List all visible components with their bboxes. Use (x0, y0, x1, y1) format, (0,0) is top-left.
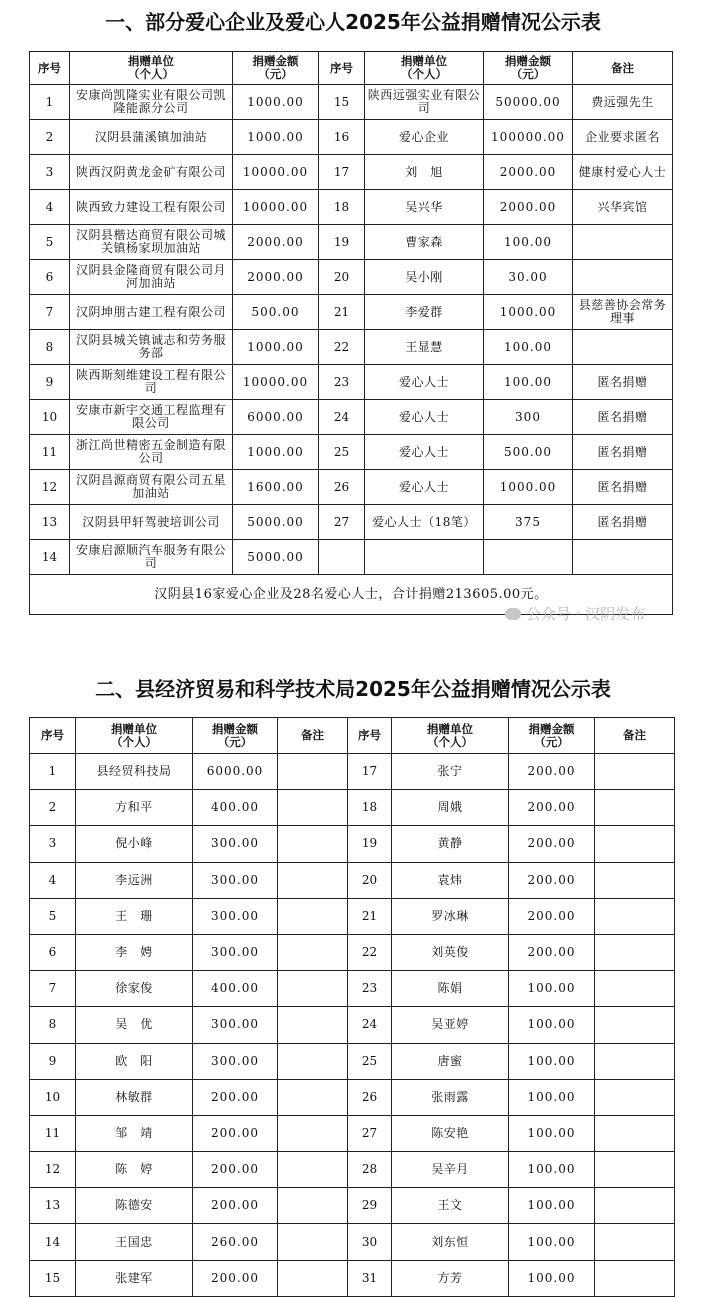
row-seq-2: 22 (348, 934, 392, 970)
row-donor: 欧 阳 (76, 1043, 193, 1079)
row-note: 匿名捐赠 (573, 400, 673, 435)
row-note (278, 1260, 348, 1296)
table-row (30, 1224, 675, 1260)
row-amount-2: 300 (484, 400, 573, 435)
table-row (30, 971, 675, 1007)
table-row (30, 190, 673, 225)
row-seq-2: 20 (319, 260, 365, 295)
row-donor: 县经贸科技局 (76, 754, 193, 790)
header-amount-2: 捐赠金额 （元） (484, 52, 573, 85)
table-row (30, 85, 673, 120)
table-header-row (30, 718, 675, 754)
row-amount: 1000.00 (233, 120, 319, 155)
row-amount: 300.00 (193, 898, 278, 934)
row-note (573, 330, 673, 365)
row-amount: 400.00 (193, 971, 278, 1007)
row-note-2 (595, 1188, 675, 1224)
row-amount-2: 200.00 (509, 790, 595, 826)
row-donor-2: 曹家森 (365, 225, 484, 260)
row-note-2 (595, 1260, 675, 1296)
row-seq-2: 22 (319, 330, 365, 365)
table-row (30, 934, 675, 970)
row-amount: 1000.00 (233, 85, 319, 120)
row-seq: 4 (30, 190, 70, 225)
row-seq-2: 29 (348, 1188, 392, 1224)
row-note: 企业要求匿名 (573, 120, 673, 155)
table-row (30, 754, 675, 790)
row-note-2 (595, 971, 675, 1007)
row-seq: 13 (30, 505, 70, 540)
row-donor-2: 王显慧 (365, 330, 484, 365)
row-donor-2: 李爱群 (365, 295, 484, 330)
row-note (573, 225, 673, 260)
row-donor: 张建军 (76, 1260, 193, 1296)
row-note-2 (595, 790, 675, 826)
row-amount: 300.00 (193, 826, 278, 862)
row-donor: 倪小峰 (76, 826, 193, 862)
header-seq: 序号 (30, 718, 76, 754)
header-donor: 捐赠单位 （个人） (70, 52, 233, 85)
table-header-row (30, 52, 673, 85)
row-seq-2: 21 (319, 295, 365, 330)
row-note (278, 1007, 348, 1043)
row-seq: 2 (30, 790, 76, 826)
row-amount-2: 375 (484, 505, 573, 540)
row-note (573, 540, 673, 575)
header-donor-2: 捐赠单位 （个人） (392, 718, 509, 754)
table-row (30, 155, 673, 190)
row-amount-2: 500.00 (484, 435, 573, 470)
row-seq: 10 (30, 1079, 76, 1115)
row-donor-2: 唐蜜 (392, 1043, 509, 1079)
row-note-2 (595, 826, 675, 862)
row-donor: 陕西斯刻维建设工程有限公司 (70, 365, 233, 400)
row-donor: 汉阴县蒲溪镇加油站 (70, 120, 233, 155)
row-amount-2: 200.00 (509, 898, 595, 934)
row-donor-2: 吴亚婷 (392, 1007, 509, 1043)
row-donor-2: 刘 旭 (365, 155, 484, 190)
table-row (30, 435, 673, 470)
row-amount-2: 200.00 (509, 862, 595, 898)
row-seq-2: 15 (319, 85, 365, 120)
row-donor-2: 陕西远强实业有限公司 (365, 85, 484, 120)
row-note-2 (595, 1152, 675, 1188)
row-donor: 方和平 (76, 790, 193, 826)
row-amount: 6000.00 (193, 754, 278, 790)
donation-table-2 (29, 717, 675, 1297)
row-seq-2 (319, 540, 365, 575)
donation-table-1 (29, 51, 673, 615)
footer-total: 汉阴县16家爱心企业及28名爱心人士，合计捐赠213605.00元。 (30, 575, 673, 615)
row-seq: 7 (30, 971, 76, 1007)
row-amount: 300.00 (193, 1007, 278, 1043)
row-donor: 王 珊 (76, 898, 193, 934)
row-seq: 4 (30, 862, 76, 898)
row-note: 健康村爱心人士 (573, 155, 673, 190)
row-seq-2: 31 (348, 1260, 392, 1296)
table-row (30, 400, 673, 435)
row-donor: 安康启源顺汽车服务有限公司 (70, 540, 233, 575)
row-donor-2: 爱心企业 (365, 120, 484, 155)
row-seq: 5 (30, 225, 70, 260)
row-seq: 12 (30, 1152, 76, 1188)
row-amount-2: 2000.00 (484, 155, 573, 190)
table-row (30, 826, 675, 862)
row-note-2 (595, 754, 675, 790)
header-note: 备注 (278, 718, 348, 754)
row-note (278, 1188, 348, 1224)
row-note-2 (595, 1043, 675, 1079)
row-donor-2: 吴辛月 (392, 1152, 509, 1188)
table-row (30, 470, 673, 505)
table-row (30, 365, 673, 400)
row-seq: 6 (30, 260, 70, 295)
row-amount: 400.00 (193, 790, 278, 826)
row-donor: 浙江尚世精密五金制造有限公司 (70, 435, 233, 470)
row-donor: 陈德安 (76, 1188, 193, 1224)
row-amount: 300.00 (193, 862, 278, 898)
row-donor: 陕西汉阴黄龙金矿有限公司 (70, 155, 233, 190)
row-seq-2: 26 (348, 1079, 392, 1115)
header-amount: 捐赠金额 （元） (193, 718, 278, 754)
row-donor-2: 袁炜 (392, 862, 509, 898)
row-amount-2: 100.00 (509, 1007, 595, 1043)
row-note: 兴华宾馆 (573, 190, 673, 225)
row-seq-2: 17 (319, 155, 365, 190)
row-donor: 吴 优 (76, 1007, 193, 1043)
row-note: 县慈善协会常务理事 (573, 295, 673, 330)
wechat-icon (505, 608, 521, 620)
row-seq-2: 17 (348, 754, 392, 790)
row-amount-2: 50000.00 (484, 85, 573, 120)
row-donor: 陕西致力建设工程有限公司 (70, 190, 233, 225)
row-seq: 14 (30, 1224, 76, 1260)
section2-title: 二、县经济贸易和科学技术局2025年公益捐赠情况公示表 (95, 677, 611, 701)
row-seq-2: 16 (319, 120, 365, 155)
row-donor: 安康尚凯隆实业有限公司凯隆能源分公司 (70, 85, 233, 120)
row-donor: 汉阴昌源商贸有限公司五星加油站 (70, 470, 233, 505)
row-note-2 (595, 862, 675, 898)
row-donor: 汉阴县金隆商贸有限公司月河加油站 (70, 260, 233, 295)
row-amount: 1600.00 (233, 470, 319, 505)
row-donor: 王国忠 (76, 1224, 193, 1260)
row-amount: 200.00 (193, 1188, 278, 1224)
table-row (30, 1043, 675, 1079)
row-seq: 3 (30, 826, 76, 862)
table-row (30, 1079, 675, 1115)
row-seq: 11 (30, 435, 70, 470)
table-row (30, 1188, 675, 1224)
row-note-2 (595, 934, 675, 970)
row-seq: 3 (30, 155, 70, 190)
row-seq-2: 27 (319, 505, 365, 540)
row-donor-2: 方芳 (392, 1260, 509, 1296)
row-donor: 邹 靖 (76, 1115, 193, 1151)
row-note (278, 898, 348, 934)
row-seq-2: 25 (319, 435, 365, 470)
watermark (505, 603, 645, 624)
row-amount-2: 1000.00 (484, 295, 573, 330)
row-seq: 12 (30, 470, 70, 505)
row-seq-2: 30 (348, 1224, 392, 1260)
row-note (278, 971, 348, 1007)
row-donor: 汉阴县甲轩驾驶培训公司 (70, 505, 233, 540)
row-amount: 1000.00 (233, 330, 319, 365)
row-donor: 汉阴坤朋古建工程有限公司 (70, 295, 233, 330)
row-note (278, 934, 348, 970)
row-amount-2: 100.00 (509, 971, 595, 1007)
row-donor-2: 吴小刚 (365, 260, 484, 295)
row-donor-2: 周娥 (392, 790, 509, 826)
row-amount: 5000.00 (233, 505, 319, 540)
donation-table-2-body (30, 718, 675, 1297)
row-seq: 6 (30, 934, 76, 970)
table-row (30, 1007, 675, 1043)
table-row (30, 862, 675, 898)
header-note: 备注 (573, 52, 673, 85)
row-amount-2: 100.00 (509, 1115, 595, 1151)
row-seq-2: 24 (348, 1007, 392, 1043)
row-amount: 6000.00 (233, 400, 319, 435)
row-donor: 安康市新宇交通工程监理有限公司 (70, 400, 233, 435)
row-donor: 汉阴县城关镇诚志和劳务服务部 (70, 330, 233, 365)
row-note (278, 826, 348, 862)
row-donor-2: 陈安艳 (392, 1115, 509, 1151)
row-note (278, 754, 348, 790)
row-amount-2: 200.00 (509, 934, 595, 970)
header-seq-2: 序号 (348, 718, 392, 754)
row-amount-2: 100.00 (509, 1260, 595, 1296)
row-amount-2: 100.00 (509, 1224, 595, 1260)
table-row (30, 1115, 675, 1151)
row-amount: 2000.00 (233, 225, 319, 260)
header-donor-2: 捐赠单位 （个人） (365, 52, 484, 85)
row-amount-2: 100.00 (509, 1152, 595, 1188)
row-donor-2: 爱心人士（18笔） (365, 505, 484, 540)
row-note-2 (595, 1224, 675, 1260)
header-note-2: 备注 (595, 718, 675, 754)
row-amount-2: 100.00 (509, 1188, 595, 1224)
row-seq: 5 (30, 898, 76, 934)
row-seq: 13 (30, 1188, 76, 1224)
row-donor: 徐家俊 (76, 971, 193, 1007)
row-amount-2: 100.00 (484, 330, 573, 365)
row-seq: 14 (30, 540, 70, 575)
row-donor-2: 爱心人士 (365, 435, 484, 470)
header-donor: 捐赠单位 （个人） (76, 718, 193, 754)
row-seq-2: 19 (319, 225, 365, 260)
row-note: 匿名捐赠 (573, 435, 673, 470)
row-donor: 李远洲 (76, 862, 193, 898)
header-amount: 捐赠金额 （元） (233, 52, 319, 85)
row-seq: 11 (30, 1115, 76, 1151)
row-donor-2: 刘东恒 (392, 1224, 509, 1260)
row-note: 匿名捐赠 (573, 470, 673, 505)
row-amount: 10000.00 (233, 190, 319, 225)
row-amount-2: 100.00 (509, 1079, 595, 1115)
row-amount-2: 2000.00 (484, 190, 573, 225)
row-seq: 1 (30, 754, 76, 790)
row-seq: 9 (30, 365, 70, 400)
row-note: 匿名捐赠 (573, 505, 673, 540)
row-donor-2: 张宁 (392, 754, 509, 790)
row-note (278, 1224, 348, 1260)
row-amount: 260.00 (193, 1224, 278, 1260)
row-note (573, 260, 673, 295)
row-amount: 5000.00 (233, 540, 319, 575)
row-seq-2: 18 (348, 790, 392, 826)
row-donor-2: 罗冰琳 (392, 898, 509, 934)
row-note (278, 1152, 348, 1188)
row-amount-2: 100.00 (484, 225, 573, 260)
table-row (30, 1152, 675, 1188)
row-amount-2: 100.00 (484, 365, 573, 400)
table-row (30, 505, 673, 540)
row-donor-2: 吴兴华 (365, 190, 484, 225)
row-note-2 (595, 1115, 675, 1151)
row-donor-2: 陈娟 (392, 971, 509, 1007)
row-seq-2: 26 (319, 470, 365, 505)
row-seq: 15 (30, 1260, 76, 1296)
row-seq: 10 (30, 400, 70, 435)
row-amount: 200.00 (193, 1152, 278, 1188)
row-amount: 300.00 (193, 934, 278, 970)
row-amount: 2000.00 (233, 260, 319, 295)
row-amount-2: 100.00 (509, 1043, 595, 1079)
row-note-2 (595, 1007, 675, 1043)
row-amount: 200.00 (193, 1115, 278, 1151)
row-seq: 9 (30, 1043, 76, 1079)
table-row (30, 330, 673, 365)
row-seq: 2 (30, 120, 70, 155)
row-donor-2 (365, 540, 484, 575)
row-amount: 500.00 (233, 295, 319, 330)
row-donor: 汉阴县楷达商贸有限公司城关镇杨家坝加油站 (70, 225, 233, 260)
row-amount-2: 200.00 (509, 826, 595, 862)
row-seq-2: 24 (319, 400, 365, 435)
row-note: 费远强先生 (573, 85, 673, 120)
row-seq: 1 (30, 85, 70, 120)
header-seq: 序号 (30, 52, 70, 85)
header-amount-2: 捐赠金额 （元） (509, 718, 595, 754)
table-row (30, 540, 673, 575)
table-row (30, 120, 673, 155)
row-amount: 200.00 (193, 1260, 278, 1296)
row-amount: 1000.00 (233, 435, 319, 470)
row-seq: 8 (30, 1007, 76, 1043)
row-seq-2: 20 (348, 862, 392, 898)
row-amount: 300.00 (193, 1043, 278, 1079)
watermark-text: 公众号 · 汉阴发布 (526, 605, 646, 623)
table-row (30, 295, 673, 330)
row-donor-2: 张雨露 (392, 1079, 509, 1115)
row-note (278, 1079, 348, 1115)
row-amount: 10000.00 (233, 155, 319, 190)
donation-table-1-body (30, 52, 673, 615)
row-seq: 8 (30, 330, 70, 365)
row-donor: 陈 婷 (76, 1152, 193, 1188)
row-note (278, 862, 348, 898)
row-note: 匿名捐赠 (573, 365, 673, 400)
row-seq-2: 27 (348, 1115, 392, 1151)
table-row (30, 790, 675, 826)
header-seq-2: 序号 (319, 52, 365, 85)
row-donor: 林敏群 (76, 1079, 193, 1115)
row-donor-2: 刘英俊 (392, 934, 509, 970)
row-donor-2: 爱心人士 (365, 470, 484, 505)
row-note-2 (595, 898, 675, 934)
row-seq-2: 23 (348, 971, 392, 1007)
table-row (30, 898, 675, 934)
row-seq-2: 21 (348, 898, 392, 934)
row-donor-2: 爱心人士 (365, 400, 484, 435)
table-row (30, 260, 673, 295)
row-donor-2: 爱心人士 (365, 365, 484, 400)
row-amount-2 (484, 540, 573, 575)
row-note (278, 1115, 348, 1151)
table-row (30, 225, 673, 260)
row-amount-2: 100000.00 (484, 120, 573, 155)
row-amount: 200.00 (193, 1079, 278, 1115)
row-donor: 李 娉 (76, 934, 193, 970)
row-seq-2: 18 (319, 190, 365, 225)
section1-title: 一、部分爱心企业及爱心人2025年公益捐赠情况公示表 (105, 10, 601, 34)
table-row (30, 1260, 675, 1296)
row-seq-2: 28 (348, 1152, 392, 1188)
row-amount-2: 200.00 (509, 754, 595, 790)
row-amount-2: 1000.00 (484, 470, 573, 505)
row-seq-2: 23 (319, 365, 365, 400)
row-seq: 7 (30, 295, 70, 330)
row-donor-2: 黄静 (392, 826, 509, 862)
row-amount: 10000.00 (233, 365, 319, 400)
row-seq-2: 25 (348, 1043, 392, 1079)
row-note (278, 1043, 348, 1079)
row-amount-2: 30.00 (484, 260, 573, 295)
row-donor-2: 王文 (392, 1188, 509, 1224)
row-note-2 (595, 1079, 675, 1115)
row-seq-2: 19 (348, 826, 392, 862)
row-note (278, 790, 348, 826)
